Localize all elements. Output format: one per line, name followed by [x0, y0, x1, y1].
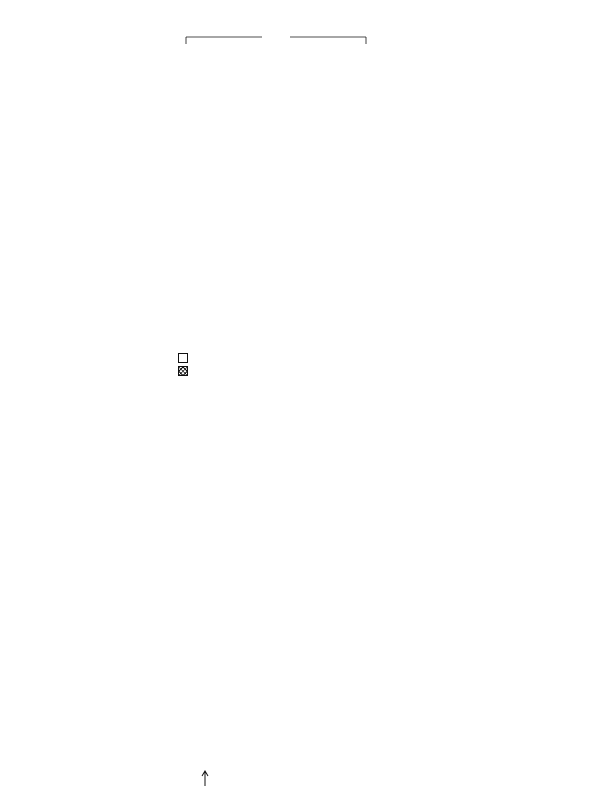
- symbol-legend: [30, 381, 42, 395]
- repeat-bracket: [186, 37, 366, 44]
- empty-box-icon: [178, 353, 188, 363]
- filled-box-icon: [178, 366, 188, 376]
- chart-legend: [178, 350, 192, 382]
- center-arrow-icon: [202, 771, 208, 786]
- crochet-diagram: [0, 0, 600, 340]
